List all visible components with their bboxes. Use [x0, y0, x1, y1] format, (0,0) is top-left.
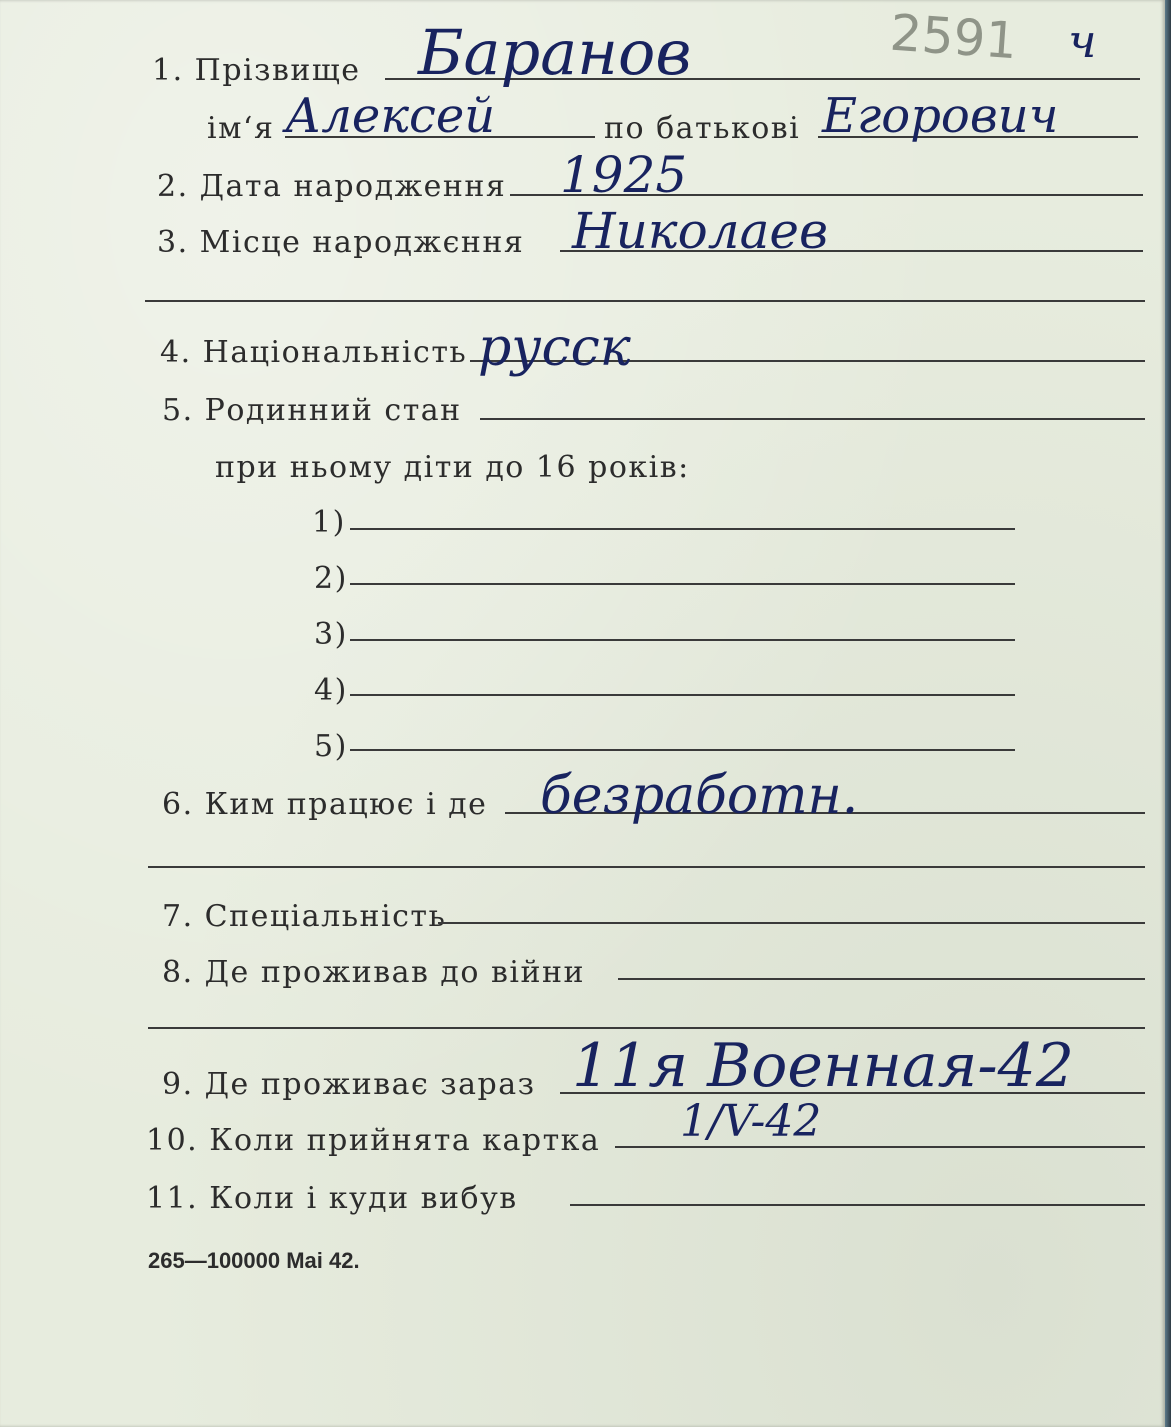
birth-place-line-2	[145, 300, 1145, 302]
print-code: 265—100000 Mai 42.	[148, 1248, 360, 1273]
card-date-label: 10. Коли прийнята картка	[146, 1123, 601, 1158]
child-2-line	[350, 583, 1015, 585]
child-3-line	[350, 639, 1015, 641]
work-label: 6. Ким працює і де	[162, 787, 488, 822]
marital-label: 5. Родинний стан	[162, 393, 462, 428]
work-value: безработн.	[540, 766, 859, 826]
prewar-line	[618, 978, 1145, 980]
patronymic-value: Егорович	[822, 88, 1059, 144]
nationality-value: русск	[478, 318, 631, 378]
name-label: ім‘я	[207, 111, 275, 146]
birth-date-label: 2. Дата народження	[157, 169, 507, 204]
archive-number: 2591	[888, 3, 1020, 71]
specialty-label: 7. Спеціальність	[162, 899, 447, 934]
child-1-line	[350, 528, 1015, 530]
prewar-line-2	[148, 1027, 1145, 1029]
scan-edge	[1165, 0, 1171, 1427]
nationality-label: 4. Національність	[160, 335, 468, 370]
child-5-line	[350, 749, 1015, 751]
surname-label: 1. Прізвище	[152, 53, 361, 88]
children-label: при ньому діти до 16 років:	[215, 450, 690, 485]
prewar-label: 8. Де проживав до війни	[162, 955, 585, 990]
current-label: 9. Де проживає зараз	[162, 1067, 536, 1102]
departed-line	[570, 1204, 1145, 1206]
child-5-label: 5)	[314, 729, 348, 764]
marital-line	[480, 418, 1145, 420]
child-4-line	[350, 694, 1015, 696]
archive-mark: ч	[1068, 14, 1097, 68]
child-4-label: 4)	[314, 673, 348, 708]
departed-label: 11. Коли і куди вибув	[146, 1181, 518, 1216]
name-value: Алексей	[285, 88, 496, 144]
specialty-line	[438, 922, 1145, 924]
work-line-2	[148, 866, 1145, 868]
child-2-label: 2)	[314, 561, 348, 596]
child-1-label: 1)	[312, 505, 346, 540]
child-3-label: 3)	[314, 617, 348, 652]
card-date-value: 1/V-42	[680, 1096, 822, 1147]
birth-date-value: 1925	[560, 146, 688, 204]
current-value: 11я Военная-42	[572, 1031, 1075, 1101]
surname-value: Баранов	[418, 16, 692, 89]
patronymic-label: по батькові	[604, 111, 801, 146]
birth-place-value: Николаев	[572, 202, 829, 260]
birth-place-label: 3. Місце народжєння	[157, 225, 525, 260]
